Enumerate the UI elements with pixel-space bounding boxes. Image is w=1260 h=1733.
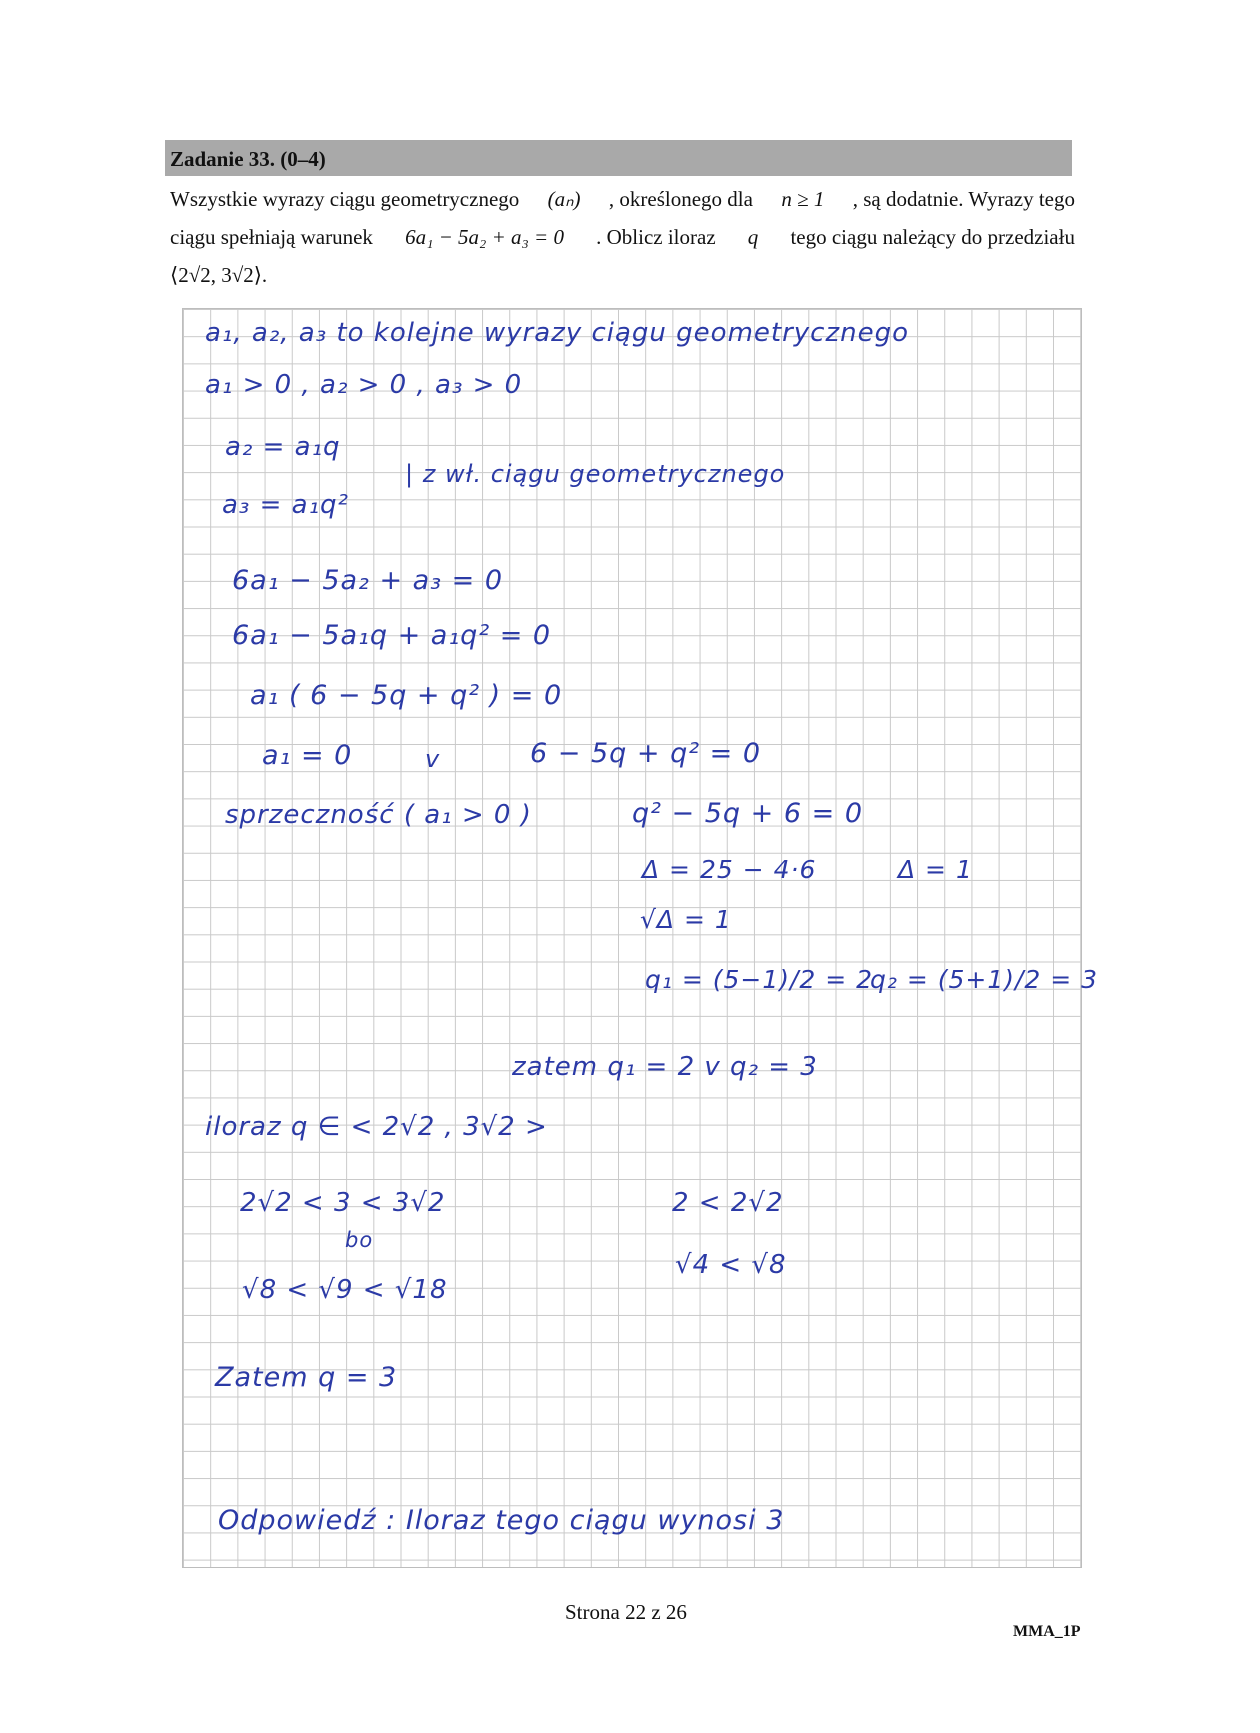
hw-line-12b: q₂ = (5+1)/2 = 3 (870, 965, 1099, 994)
hw-line-3-note: | z wł. ciągu geometrycznego (405, 460, 786, 488)
hw-line-10b: Δ = 1 (898, 855, 973, 884)
hw-line-8a: a₁ = 0 (262, 740, 353, 771)
problem-line-2: ciągu spełniają warunek 6a₁ − 5a₂ + a₃ = 0 . Oblicz iloraz q tego ciągu należący do przedziału (170, 225, 1075, 249)
hw-answer: Odpowiedź : Iloraz tego ciągu wynosi 3 (218, 1505, 785, 1536)
hw-line-5: 6a₁ − 5a₂ + a₃ = 0 (232, 565, 504, 596)
hw-line-9b: q² − 5q + 6 = 0 (632, 798, 863, 829)
hw-line-2: a₁ > 0 , a₂ > 0 , a₃ > 0 (205, 370, 523, 400)
task-title: Zadanie 33. (0–4) (170, 147, 326, 171)
hw-line-17b: √4 < √8 (675, 1250, 787, 1280)
hw-line-8v: v (425, 745, 441, 773)
hw-line-12a: q₁ = (5−1)/2 = 2 (645, 965, 874, 994)
hw-line-11: √Δ = 1 (640, 905, 732, 934)
exam-code: MMA_1P (1013, 1623, 1081, 1640)
hw-line-10a: Δ = 25 − 4·6 (642, 855, 817, 884)
hw-line-15b: 2 < 2√2 (672, 1188, 784, 1218)
problem-statement (170, 180, 1075, 294)
hw-line-9a: sprzeczność ( a₁ > 0 ) (225, 800, 532, 830)
hw-line-18: Zatem q = 3 (215, 1362, 398, 1393)
page-number: Strona 22 z 26 (565, 1600, 687, 1624)
hw-line-3: a₂ = a₁q (225, 432, 341, 462)
hw-line-15a: 2√2 < 3 < 3√2 (240, 1188, 446, 1218)
hw-line-14: iloraz q ∈ < 2√2 , 3√2 > (205, 1112, 548, 1142)
hw-line-7: a₁ ( 6 − 5q + q² ) = 0 (250, 680, 563, 711)
hw-line-16: bo (345, 1228, 374, 1252)
hw-line-6: 6a₁ − 5a₁q + a₁q² = 0 (232, 620, 552, 651)
problem-line-3: ⟨2√2, 3√2⟩. (170, 263, 268, 287)
problem-line-1: Wszystkie wyrazy ciągu geometrycznego (aₙ) , określonego dla n ≥ 1 , są dodatnie. Wyrazy tego (170, 187, 1075, 211)
hw-line-8b: 6 − 5q + q² = 0 (530, 738, 761, 769)
hw-line-1: a₁, a₂, a₃ to kolejne wyrazy ciągu geometrycznego (205, 318, 910, 348)
hw-line-4: a₃ = a₁q² (222, 490, 349, 520)
hw-line-17a: √8 < √9 < √18 (242, 1275, 448, 1305)
hw-line-13: zatem q₁ = 2 v q₂ = 3 (512, 1052, 818, 1082)
